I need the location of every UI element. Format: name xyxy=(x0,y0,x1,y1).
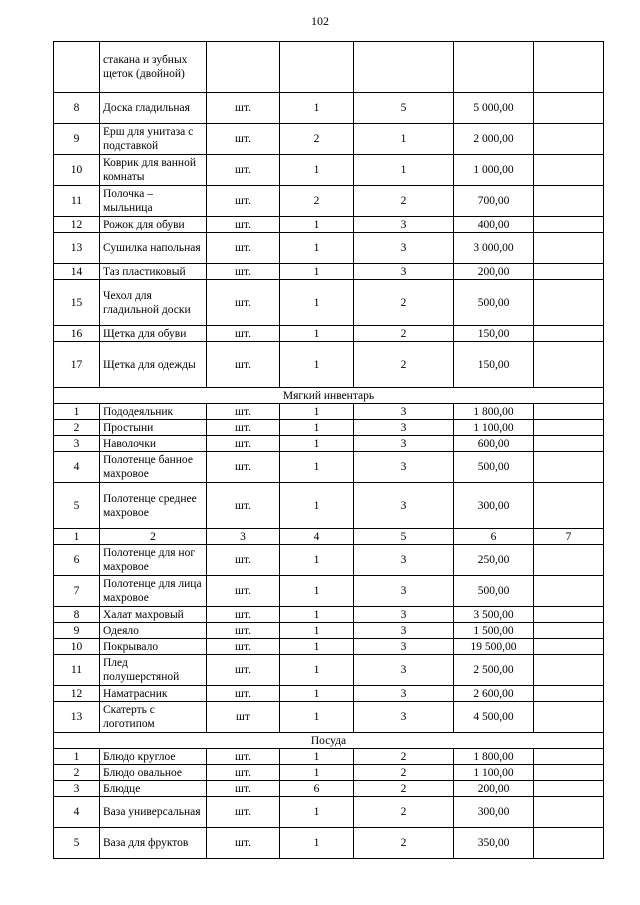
row-number-cell: 10 xyxy=(54,155,100,186)
column-number-cell: 1 xyxy=(54,529,100,545)
table-row xyxy=(54,623,604,639)
price-cell: 250,00 xyxy=(454,545,534,576)
table-row xyxy=(54,436,604,452)
table-row xyxy=(54,42,604,93)
price-cell: 1 100,00 xyxy=(454,420,534,436)
column-numbering-row xyxy=(54,529,604,545)
unit-cell: шт. xyxy=(207,639,280,655)
unit-cell: шт. xyxy=(207,576,280,607)
table-row xyxy=(54,420,604,436)
unit-cell: шт. xyxy=(207,436,280,452)
row-number-cell: 9 xyxy=(54,623,100,639)
unit-cell xyxy=(207,42,280,93)
extra-cell xyxy=(534,264,604,280)
table-row xyxy=(54,749,604,765)
item-name-cell: Наматрасник xyxy=(100,686,207,702)
item-name-cell: Простыни xyxy=(100,420,207,436)
unit-cell: шт. xyxy=(207,749,280,765)
unit-cell: шт. xyxy=(207,326,280,342)
price-cell: 4 500,00 xyxy=(454,702,534,733)
item-name-cell: Полотенце среднее махровое xyxy=(100,483,207,529)
extra-cell xyxy=(534,545,604,576)
price-cell: 1 800,00 xyxy=(454,749,534,765)
item-name-cell: Пододеяльник xyxy=(100,404,207,420)
column-number-cell: 2 xyxy=(100,529,207,545)
unit-cell: шт. xyxy=(207,828,280,859)
item-name-cell: Наволочки xyxy=(100,436,207,452)
row-number-cell: 11 xyxy=(54,655,100,686)
price-cell: 300,00 xyxy=(454,483,534,529)
service-life-cell: 3 xyxy=(354,686,454,702)
price-cell: 3 500,00 xyxy=(454,607,534,623)
item-name-cell: Блюдце xyxy=(100,781,207,797)
unit-cell: шт. xyxy=(207,765,280,781)
service-life-cell: 2 xyxy=(354,765,454,781)
section-title: Посуда xyxy=(54,733,604,749)
extra-cell xyxy=(534,42,604,93)
quantity-cell: 1 xyxy=(280,280,354,326)
row-number-cell: 2 xyxy=(54,765,100,781)
quantity-cell: 1 xyxy=(280,797,354,828)
row-number-cell: 7 xyxy=(54,576,100,607)
price-cell: 1 100,00 xyxy=(454,765,534,781)
item-name-cell: Блюдо овальное xyxy=(100,765,207,781)
unit-cell: шт. xyxy=(207,233,280,264)
unit-cell: шт. xyxy=(207,264,280,280)
row-number-cell: 10 xyxy=(54,639,100,655)
price-cell: 200,00 xyxy=(454,264,534,280)
row-number-cell: 2 xyxy=(54,420,100,436)
unit-cell: шт xyxy=(207,702,280,733)
table-row xyxy=(54,233,604,264)
item-name-cell: Скатерть с логотипом xyxy=(100,702,207,733)
row-number-cell: 8 xyxy=(54,607,100,623)
extra-cell xyxy=(534,781,604,797)
price-cell: 500,00 xyxy=(454,452,534,483)
extra-cell xyxy=(534,639,604,655)
unit-cell: шт. xyxy=(207,483,280,529)
quantity-cell: 1 xyxy=(280,233,354,264)
price-cell: 19 500,00 xyxy=(454,639,534,655)
price-cell: 200,00 xyxy=(454,781,534,797)
quantity-cell: 1 xyxy=(280,576,354,607)
quantity-cell: 1 xyxy=(280,749,354,765)
unit-cell: шт. xyxy=(207,280,280,326)
quantity-cell: 1 xyxy=(280,342,354,388)
extra-cell xyxy=(534,576,604,607)
service-life-cell: 3 xyxy=(354,452,454,483)
extra-cell xyxy=(534,828,604,859)
quantity-cell: 1 xyxy=(280,702,354,733)
extra-cell xyxy=(534,342,604,388)
quantity-cell: 6 xyxy=(280,781,354,797)
row-number-cell: 11 xyxy=(54,186,100,217)
column-number-cell: 5 xyxy=(354,529,454,545)
service-life-cell: 3 xyxy=(354,420,454,436)
service-life-cell: 2 xyxy=(354,186,454,217)
service-life-cell: 3 xyxy=(354,264,454,280)
service-life-cell: 5 xyxy=(354,93,454,124)
unit-cell: шт. xyxy=(207,342,280,388)
extra-cell xyxy=(534,233,604,264)
table-row xyxy=(54,607,604,623)
unit-cell: шт. xyxy=(207,686,280,702)
item-name-cell: Ваза для фруктов xyxy=(100,828,207,859)
item-name-cell: Чехол для гладильной доски xyxy=(100,280,207,326)
table-row xyxy=(54,545,604,576)
price-cell: 150,00 xyxy=(454,326,534,342)
extra-cell xyxy=(534,186,604,217)
section-header-row xyxy=(54,388,604,404)
table-row xyxy=(54,576,604,607)
extra-cell xyxy=(534,607,604,623)
unit-cell: шт. xyxy=(207,781,280,797)
service-life-cell: 3 xyxy=(354,607,454,623)
quantity-cell: 2 xyxy=(280,186,354,217)
table-row xyxy=(54,452,604,483)
service-life-cell: 2 xyxy=(354,797,454,828)
table-row xyxy=(54,797,604,828)
table-row xyxy=(54,639,604,655)
item-name-cell: Одеяло xyxy=(100,623,207,639)
price-cell xyxy=(454,42,534,93)
row-number-cell: 3 xyxy=(54,436,100,452)
row-number-cell: 13 xyxy=(54,233,100,264)
column-number-cell: 4 xyxy=(280,529,354,545)
item-name-cell: Полотенце для ног махровое xyxy=(100,545,207,576)
row-number-cell: 12 xyxy=(54,686,100,702)
item-name-cell: Таз пластиковый xyxy=(100,264,207,280)
service-life-cell: 3 xyxy=(354,483,454,529)
unit-cell: шт. xyxy=(207,797,280,828)
unit-cell: шт. xyxy=(207,655,280,686)
row-number-cell: 14 xyxy=(54,264,100,280)
item-name-cell: Щетка для одежды xyxy=(100,342,207,388)
item-name-cell: Плед полушерстяной xyxy=(100,655,207,686)
item-name-cell: Рожок для обуви xyxy=(100,217,207,233)
table-row xyxy=(54,93,604,124)
quantity-cell: 1 xyxy=(280,326,354,342)
quantity-cell: 1 xyxy=(280,765,354,781)
section-title: Мягкий инвентарь xyxy=(54,388,604,404)
item-name-cell: Полотенце банное махровое xyxy=(100,452,207,483)
extra-cell xyxy=(534,124,604,155)
row-number-cell: 15 xyxy=(54,280,100,326)
row-number-cell: 6 xyxy=(54,545,100,576)
column-number-cell: 3 xyxy=(207,529,280,545)
row-number-cell: 1 xyxy=(54,404,100,420)
page-number: 102 xyxy=(311,14,329,28)
table-row xyxy=(54,264,604,280)
service-life-cell: 2 xyxy=(354,828,454,859)
extra-cell xyxy=(534,623,604,639)
item-name-cell: Халат махровый xyxy=(100,607,207,623)
section-header-row xyxy=(54,733,604,749)
service-life-cell: 2 xyxy=(354,326,454,342)
quantity-cell: 1 xyxy=(280,607,354,623)
extra-cell xyxy=(534,655,604,686)
extra-cell xyxy=(534,765,604,781)
extra-cell xyxy=(534,686,604,702)
row-number-cell: 9 xyxy=(54,124,100,155)
price-cell: 1 000,00 xyxy=(454,155,534,186)
row-number-cell: 16 xyxy=(54,326,100,342)
quantity-cell: 1 xyxy=(280,436,354,452)
service-life-cell: 3 xyxy=(354,404,454,420)
item-name-cell: Щетка для обуви xyxy=(100,326,207,342)
unit-cell: шт. xyxy=(207,607,280,623)
service-life-cell: 3 xyxy=(354,233,454,264)
service-life-cell: 3 xyxy=(354,655,454,686)
extra-cell xyxy=(534,452,604,483)
item-name-cell: Покрывало xyxy=(100,639,207,655)
item-name-cell: Доска гладильная xyxy=(100,93,207,124)
price-cell: 500,00 xyxy=(454,280,534,326)
quantity-cell: 1 xyxy=(280,828,354,859)
row-number-cell: 5 xyxy=(54,483,100,529)
table-row xyxy=(54,404,604,420)
extra-cell xyxy=(534,155,604,186)
unit-cell: шт. xyxy=(207,623,280,639)
item-name-cell: Полочка – мыльница xyxy=(100,186,207,217)
table-row xyxy=(54,217,604,233)
table-row xyxy=(54,186,604,217)
extra-cell xyxy=(534,326,604,342)
quantity-cell: 1 xyxy=(280,420,354,436)
table-row xyxy=(54,124,604,155)
row-number-cell: 4 xyxy=(54,452,100,483)
table-row xyxy=(54,702,604,733)
service-life-cell: 3 xyxy=(354,436,454,452)
service-life-cell: 2 xyxy=(354,749,454,765)
table-row xyxy=(54,483,604,529)
price-cell: 5 000,00 xyxy=(454,93,534,124)
unit-cell: шт. xyxy=(207,155,280,186)
row-number-cell: 12 xyxy=(54,217,100,233)
service-life-cell: 3 xyxy=(354,639,454,655)
table-row xyxy=(54,781,604,797)
price-cell: 400,00 xyxy=(454,217,534,233)
quantity-cell: 1 xyxy=(280,545,354,576)
row-number-cell: 8 xyxy=(54,93,100,124)
price-cell: 1 800,00 xyxy=(454,404,534,420)
row-number-cell: 17 xyxy=(54,342,100,388)
row-number-cell: 1 xyxy=(54,749,100,765)
unit-cell: шт. xyxy=(207,93,280,124)
extra-cell xyxy=(534,797,604,828)
quantity-cell: 1 xyxy=(280,93,354,124)
row-number-cell xyxy=(54,42,100,93)
row-number-cell: 13 xyxy=(54,702,100,733)
price-cell: 2 000,00 xyxy=(454,124,534,155)
item-name-cell: стакана и зубных щеток (двойной) xyxy=(100,42,207,93)
quantity-cell: 2 xyxy=(280,124,354,155)
price-cell: 700,00 xyxy=(454,186,534,217)
extra-cell xyxy=(534,436,604,452)
service-life-cell: 2 xyxy=(354,280,454,326)
table-row xyxy=(54,326,604,342)
quantity-cell xyxy=(280,42,354,93)
item-name-cell: Ваза универсальная xyxy=(100,797,207,828)
column-number-cell: 6 xyxy=(454,529,534,545)
row-number-cell: 3 xyxy=(54,781,100,797)
service-life-cell: 3 xyxy=(354,576,454,607)
price-cell: 350,00 xyxy=(454,828,534,859)
service-life-cell xyxy=(354,42,454,93)
item-name-cell: Ерш для унитаза с подставкой xyxy=(100,124,207,155)
unit-cell: шт. xyxy=(207,124,280,155)
unit-cell: шт. xyxy=(207,545,280,576)
unit-cell: шт. xyxy=(207,420,280,436)
item-name-cell: Коврик для ванной комнаты xyxy=(100,155,207,186)
quantity-cell: 1 xyxy=(280,155,354,186)
quantity-cell: 1 xyxy=(280,639,354,655)
price-cell: 600,00 xyxy=(454,436,534,452)
price-cell: 150,00 xyxy=(454,342,534,388)
table-row xyxy=(54,280,604,326)
service-life-cell: 3 xyxy=(354,545,454,576)
table-row xyxy=(54,765,604,781)
service-life-cell: 1 xyxy=(354,124,454,155)
item-name-cell: Полотенце для лица махровое xyxy=(100,576,207,607)
table-row xyxy=(54,155,604,186)
extra-cell xyxy=(534,483,604,529)
quantity-cell: 1 xyxy=(280,686,354,702)
unit-cell: шт. xyxy=(207,186,280,217)
quantity-cell: 1 xyxy=(280,623,354,639)
quantity-cell: 1 xyxy=(280,483,354,529)
item-name-cell: Сушилка напольная xyxy=(100,233,207,264)
column-number-cell: 7 xyxy=(534,529,604,545)
quantity-cell: 1 xyxy=(280,452,354,483)
price-cell: 3 000,00 xyxy=(454,233,534,264)
service-life-cell: 2 xyxy=(354,342,454,388)
price-cell: 500,00 xyxy=(454,576,534,607)
service-life-cell: 3 xyxy=(354,702,454,733)
row-number-cell: 5 xyxy=(54,828,100,859)
price-cell: 1 500,00 xyxy=(454,623,534,639)
inventory-table xyxy=(53,41,604,859)
extra-cell xyxy=(534,749,604,765)
quantity-cell: 1 xyxy=(280,264,354,280)
service-life-cell: 3 xyxy=(354,217,454,233)
extra-cell xyxy=(534,217,604,233)
quantity-cell: 1 xyxy=(280,655,354,686)
price-cell: 2 500,00 xyxy=(454,655,534,686)
extra-cell xyxy=(534,404,604,420)
unit-cell: шт. xyxy=(207,452,280,483)
unit-cell: шт. xyxy=(207,404,280,420)
extra-cell xyxy=(534,93,604,124)
extra-cell xyxy=(534,420,604,436)
price-cell: 2 600,00 xyxy=(454,686,534,702)
price-cell: 300,00 xyxy=(454,797,534,828)
inventory-table-body xyxy=(54,42,604,859)
extra-cell xyxy=(534,702,604,733)
table-row xyxy=(54,342,604,388)
service-life-cell: 1 xyxy=(354,155,454,186)
table-row xyxy=(54,655,604,686)
service-life-cell: 3 xyxy=(354,623,454,639)
quantity-cell: 1 xyxy=(280,217,354,233)
item-name-cell: Блюдо круглое xyxy=(100,749,207,765)
row-number-cell: 4 xyxy=(54,797,100,828)
table-row xyxy=(54,828,604,859)
unit-cell: шт. xyxy=(207,217,280,233)
quantity-cell: 1 xyxy=(280,404,354,420)
service-life-cell: 2 xyxy=(354,781,454,797)
table-row xyxy=(54,686,604,702)
extra-cell xyxy=(534,280,604,326)
